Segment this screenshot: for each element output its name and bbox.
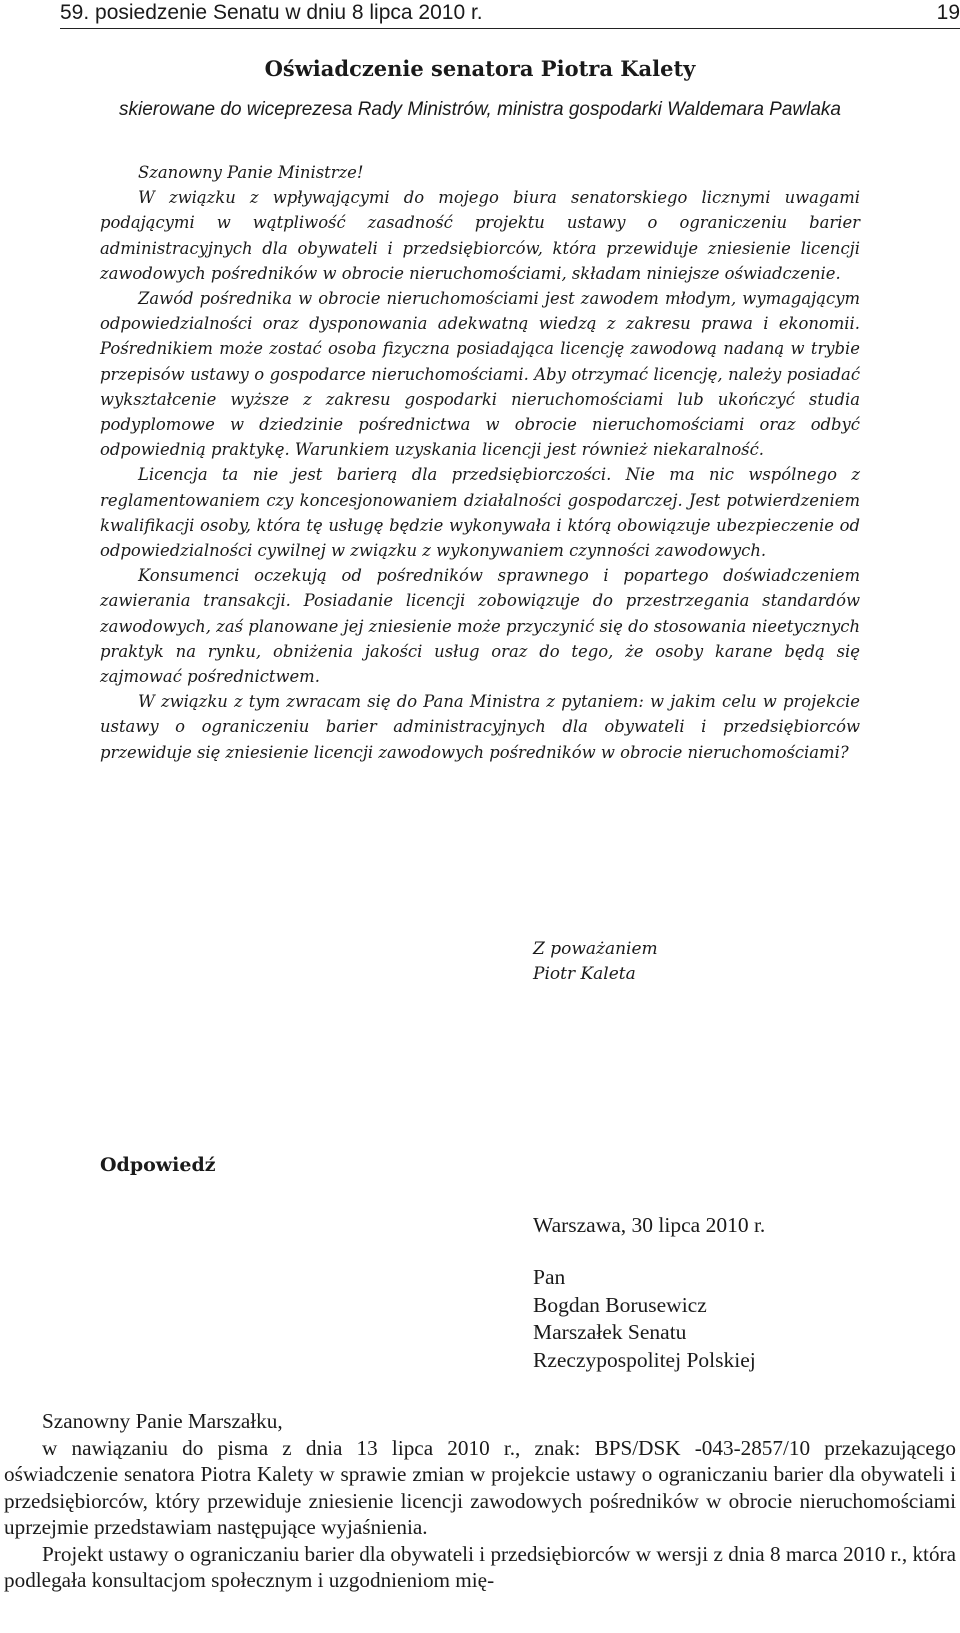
statement-paragraph: Zawód pośrednika w obrocie nieruchomościami jest zawodem młodym, wymagającym odpowiedzialności oraz dysponowania adekwatną wiedzą z zakresu prawa i ekonomii. Pośrednikiem może zostać osoba fizyczna posiadająca licencję zawodową nadaną w trybie przepisów ustawy o gospodarce nieruchomościami. Aby otrzymać licencję, należy posiadać wykształcenie wyższe z zakresu gospodarki nieruchomościami lub ukończyć studia podyplomowe w dziedzinie pośrednictwa w obrocie nieruchomościami oraz odbyć odpowiednią praktykę. Warunkiem uzyskania licencji jest również niekaralność. xyxy=(100,289,860,460)
addressee-block xyxy=(533,1264,756,1374)
statement-title: Oświadczenie senatora Piotra Kalety xyxy=(264,56,696,81)
reply-body xyxy=(4,1408,956,1594)
statement-body xyxy=(100,160,860,765)
reply-heading: Odpowiedź xyxy=(100,1154,216,1176)
reply-paragraph: w nawiązaniu do pisma z dnia 13 lipca 2010 r., znak: BPS/DSK -043-2857/10 przekazującego oświadczenie senatora Piotra Kalety w sprawie zmian w projekcie ustawy o ograniczaniu barier dla obywateli i przedsiębiorców, który przewiduje zniesienie licencji zawodowych pośredników w obrocie nieruchomościami uprzejmie przedstawiam następujące wyjaśnienia. xyxy=(4,1435,956,1539)
addressee-line: Pan xyxy=(533,1265,566,1289)
page-number: 19 xyxy=(936,1,960,24)
statement-paragraph: Konsumenci oczekują od pośredników sprawnego i popartego doświadczeniem zawierania transakcji. Posiadanie licencji zobowiązuje do przestrzegania standardów zawodowych, zaś planowane jej zniesienie może przyczynić się do stosowania nieetycznych praktyk na rynku, obniżenia jakości usług oraz do tego, że osoby karane będą się zajmować pośrednictwem. xyxy=(100,566,860,687)
addressee-line: Rzeczypospolitej Polskiej xyxy=(533,1347,756,1372)
statement-salutation: Szanowny Panie Ministrze! xyxy=(138,163,364,182)
addressee-line: Bogdan Borusewicz xyxy=(533,1292,707,1317)
signature-block xyxy=(533,937,658,987)
statement-paragraph: W związku z tym zwracam się do Pana Ministra z pytaniem: w jakim celu w projekcie ustawy o ograniczeniu barier administracyjnych dla obywateli i przedsiębiorców przewiduje się zniesienie licencji zawodowych pośredników w obrocie nieruchomościami? xyxy=(100,692,860,762)
reply-date: Warszawa, 30 lipca 2010 r. xyxy=(533,1213,766,1237)
reply-paragraph: Projekt ustawy o ograniczaniu barier dla obywateli i przedsiębiorców w wersji z dnia 8 marca 2010 r., która podlegała konsultacjom społecznym i uzgodnieniom mię- xyxy=(4,1541,956,1592)
statement-subtitle: skierowane do wiceprezesa Rady Ministrów, ministra gospodarki Waldemara Pawlaka xyxy=(119,99,841,120)
signatory-name: Piotr Kaleta xyxy=(533,964,636,984)
statement-paragraph: W związku z wpływającymi do mojego biura senatorskiego licznymi uwagami podającymi w wątpliwość zasadność projektu ustawy o ograniczeniu barier administracyjnych dla obywateli i przedsiębiorców, która przewiduje zniesienie licencji zawodowych pośredników w obrocie nieruchomościami, składam niniejsze oświadczenie. xyxy=(100,188,860,283)
reply-salutation: Szanowny Panie Marszałku, xyxy=(42,1409,283,1433)
running-head-title: 59. posiedzenie Senatu w dniu 8 lipca 2010 r. xyxy=(60,1,483,24)
addressee-line: Marszałek Senatu xyxy=(533,1320,687,1344)
running-head xyxy=(60,0,960,29)
closing-phrase: Z poważaniem xyxy=(533,939,658,959)
statement-paragraph: Licencja ta nie jest barierą dla przedsiębiorczości. Nie ma nic wspólnego z reglamentowaniem czy koncesjonowaniem działalności gospodarczej. Jest potwierdzeniem kwalifikacji osoby, która tę usługę będzie wykonywała i którą obowiązuje ubezpieczenie od odpowiedzialności cywilnej w związku z wykonywaniem czynności zawodowych. xyxy=(100,465,860,561)
